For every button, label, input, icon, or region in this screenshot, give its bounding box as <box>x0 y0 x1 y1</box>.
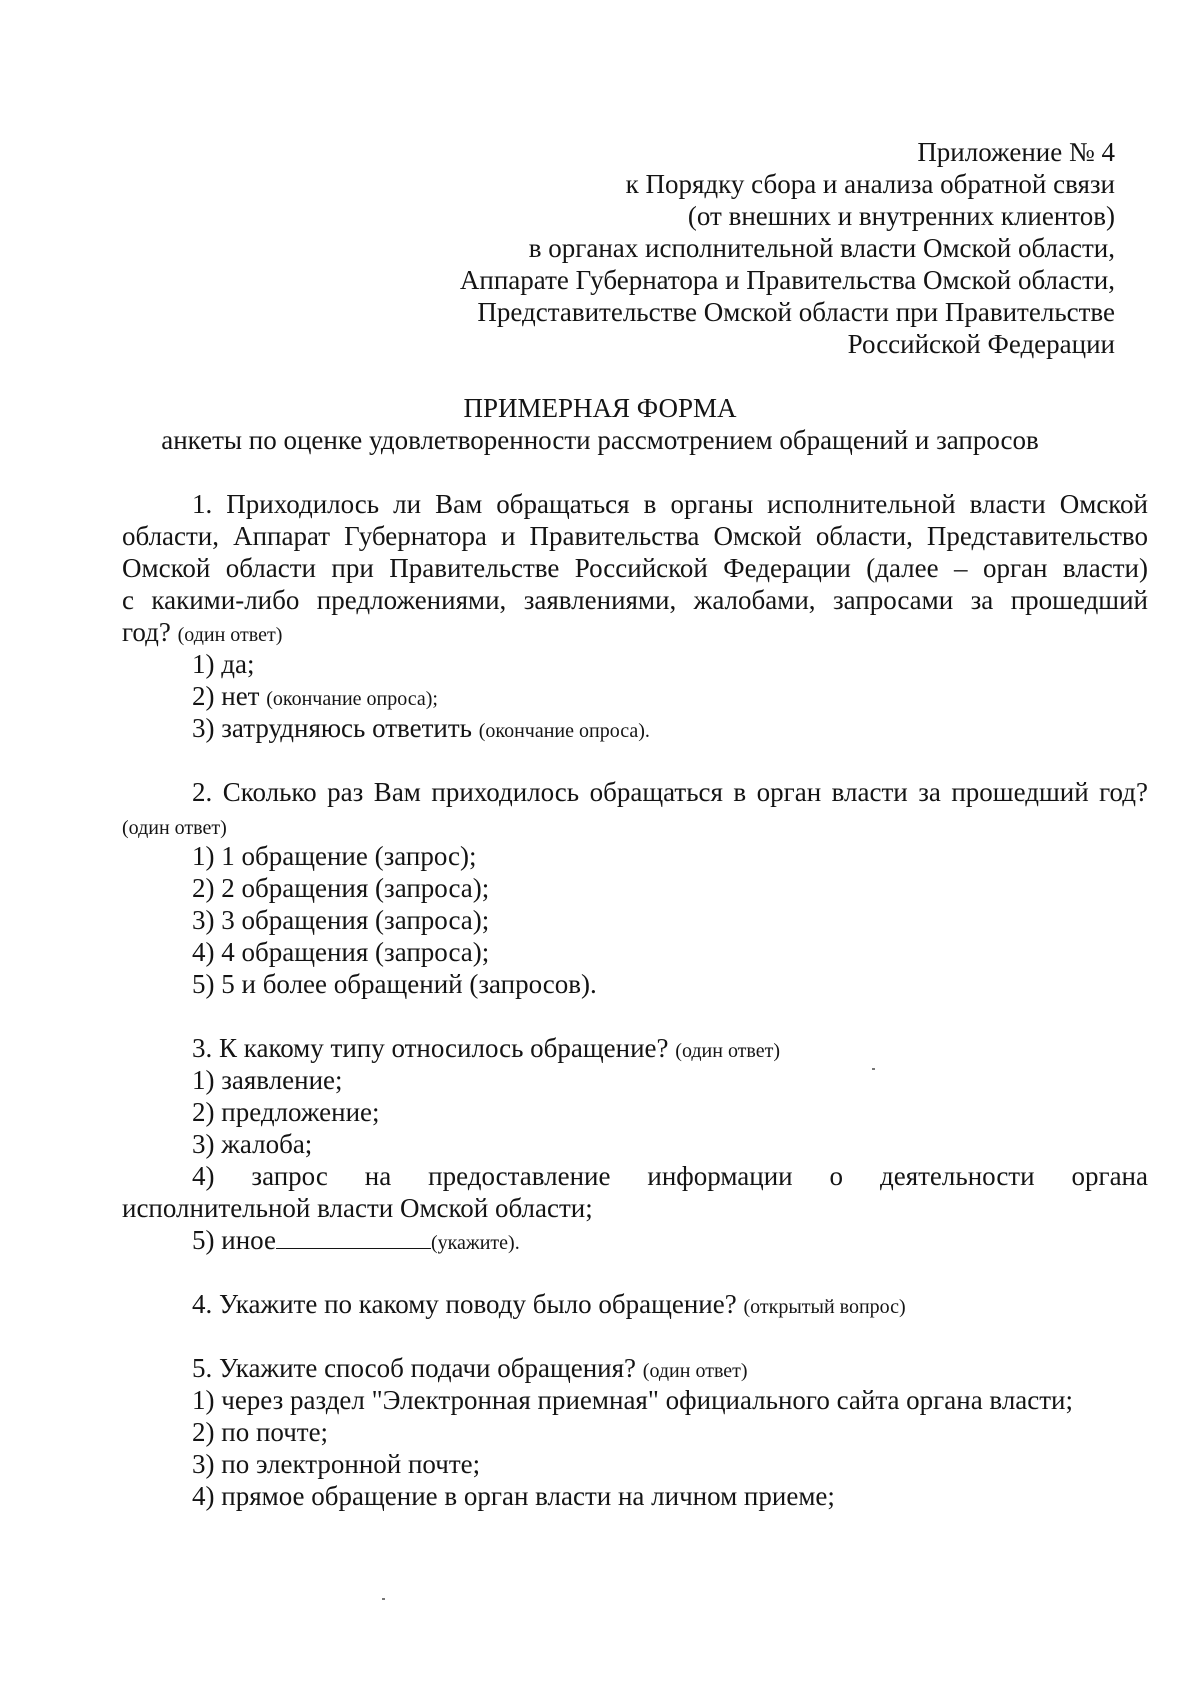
q5-option-1: 1) через раздел "Электронная приемная" официального сайта органа власти; <box>192 1385 1074 1415</box>
q1-option-2-note: (окончание опроса); <box>266 688 438 710</box>
appendix-ref-line-3: в органах исполнительной власти Омской области, <box>528 233 1115 263</box>
form-title: ПРИМЕРНАЯ ФОРМА <box>463 393 737 423</box>
appendix-ref-line-4: Аппарате Губернатора и Правительства Омской области, <box>459 265 1115 295</box>
q3-option-3: 3) жалоба; <box>192 1129 313 1159</box>
q1-line-2: области, Аппарат Губернатора и Правительства Омской области, Представительство <box>122 521 1148 551</box>
scan-speck <box>872 1068 875 1070</box>
q1-line-5 <box>122 616 282 651</box>
q3-line-text: 3. К какому типу относилось обращение? <box>192 1033 669 1063</box>
q5-option-4: 4) прямое обращение в орган власти на личном приеме; <box>192 1481 835 1511</box>
q3-option-5-blank-line <box>276 1226 431 1249</box>
q3-option-2: 2) предложение; <box>192 1097 380 1127</box>
q1-answer-note: (один ответ) <box>177 624 283 646</box>
q1-option-2 <box>192 680 438 715</box>
q2-option-1: 1) 1 обращение (запрос); <box>192 841 477 871</box>
q3-option-4-line-2: исполнительной власти Омской области; <box>122 1193 593 1223</box>
q2-option-5: 5) 5 и более обращений (запросов). <box>192 969 597 999</box>
q3-line <box>192 1032 780 1067</box>
appendix-ref-line-5: Представительстве Омской области при Правительстве <box>477 297 1115 327</box>
q3-option-1: 1) заявление; <box>192 1065 343 1095</box>
q3-option-5-note: (укажите). <box>430 1232 520 1254</box>
appendix-number: Приложение № 4 <box>917 137 1115 167</box>
q5-line-text: 5. Укажите способ подачи обращения? <box>192 1353 637 1383</box>
q3-option-5 <box>192 1224 520 1259</box>
q1-line-3: Омской области при Правительстве Российской Федерации (далее – орган власти) <box>122 553 1148 583</box>
q1-line-4: с какими-либо предложениями, заявлениями, жалобами, запросами за прошедший <box>122 585 1148 615</box>
q2-line: 2. Сколько раз Вам приходилось обращаться в орган власти за прошедший год? <box>192 777 1148 807</box>
q1-option-3-text: 3) затрудняюсь ответить <box>192 713 472 743</box>
q1-option-3 <box>192 712 650 747</box>
q2-option-3: 3) 3 обращения (запроса); <box>192 905 490 935</box>
q1-option-2-text: 2) нет <box>192 681 260 711</box>
appendix-ref-line-1: к Порядку сбора и анализа обратной связи <box>625 169 1115 199</box>
q5-line <box>192 1352 748 1387</box>
q1-option-3-note: (окончание опроса). <box>478 720 650 742</box>
appendix-ref-line-6: Российской Федерации <box>847 329 1115 359</box>
appendix-ref-line-2: (от внешних и внутренних клиентов) <box>687 201 1115 231</box>
q1-line-5-text: год? <box>122 617 171 647</box>
q5-option-2: 2) по почте; <box>192 1417 329 1447</box>
q2-answer-note: (один ответ) <box>122 817 227 839</box>
q3-answer-note: (один ответ) <box>675 1040 781 1062</box>
q3-option-5-text: 5) иное <box>192 1225 276 1255</box>
q1-line-1: 1. Приходилось ли Вам обращаться в органы исполнительной власти Омской <box>192 489 1148 519</box>
q5-answer-note: (один ответ) <box>642 1360 748 1382</box>
q2-option-4: 4) 4 обращения (запроса); <box>192 937 490 967</box>
q4-line <box>192 1288 906 1323</box>
q3-option-4-line-1: 4) запрос на предоставление информации о деятельности органа <box>192 1161 1148 1191</box>
q5-option-3: 3) по электронной почте; <box>192 1449 481 1479</box>
scan-speck <box>382 1598 385 1600</box>
q2-option-2: 2) 2 обращения (запроса); <box>192 873 490 903</box>
q4-answer-note: (открытый вопрос) <box>743 1296 906 1318</box>
q1-option-1: 1) да; <box>192 649 255 679</box>
form-subtitle: анкеты по оценке удовлетворенности рассмотрением обращений и запросов <box>161 425 1039 455</box>
q4-line-text: 4. Укажите по какому поводу было обращение? <box>192 1289 737 1319</box>
